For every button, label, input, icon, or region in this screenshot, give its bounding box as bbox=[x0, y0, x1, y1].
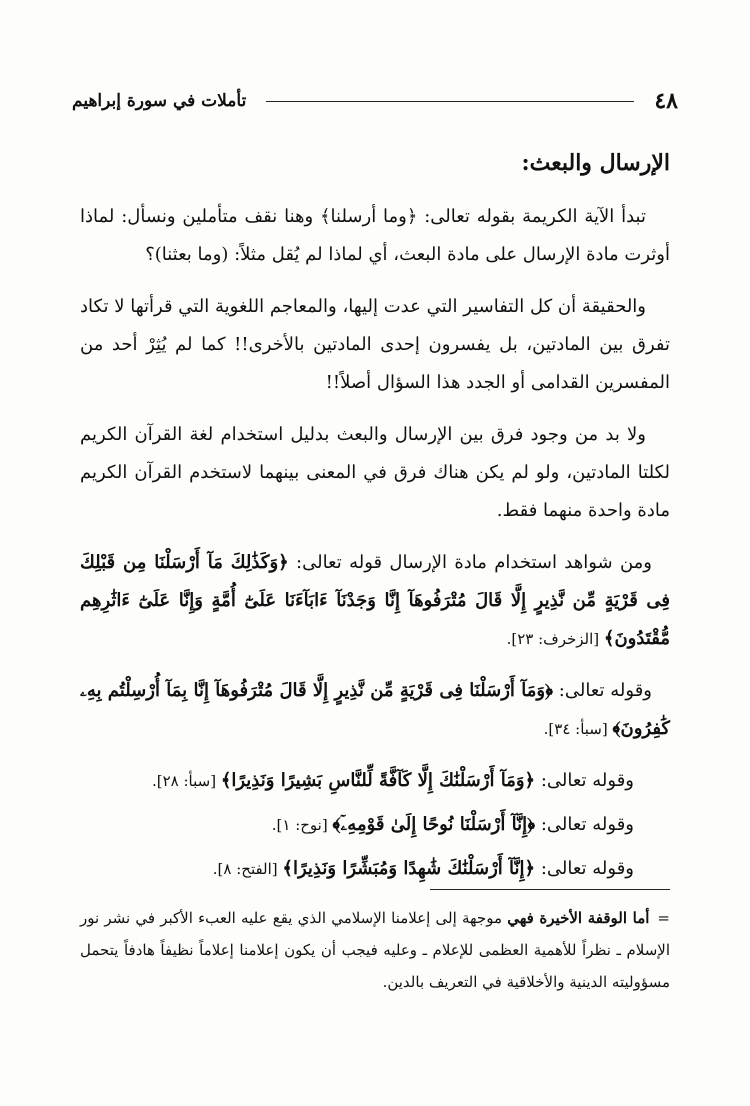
footnote-text: موجهة إلى إعلامنا الإسلامي الذي يقع عليه العبء الأكبر في نشر نور الإسلام ـ نظراً للأهمية العظمى للإعلام ـ وعليه فيجب أن يكون إعلامنا إعلاماً نظيفاً هادفاً يتحمل مسؤوليته الدينية والأخلاقية في التعريف بالدين. bbox=[80, 909, 670, 991]
citation-intro: وقوله تعالى: bbox=[553, 680, 652, 701]
quran-citation bbox=[80, 544, 670, 658]
quran-verse: ﴿إِنَّآ أَرْسَلْنَٰكَ شَٰهِدًا وَمُبَشِّرًا وَنَذِيرًا﴾ bbox=[282, 858, 536, 879]
verse-reference: [سبأ: ٢٨]. bbox=[151, 772, 221, 790]
page-number: ٤٨ bbox=[654, 88, 678, 114]
quran-verse: ﴿وَمَآ أَرْسَلْنَا فِى قَرْيَةٍ مِّن نَّذِيرٍ إِلَّا قَالَ مُتْرَفُوهَآ إِنَّا بِمَآ أُرْسِلْتُم بِهِۦ كَٰفِرُونَ﴾ bbox=[80, 680, 670, 739]
paragraph: ولا بد من وجود فرق بين الإرسال والبعث بدليل استخدام لغة القرآن الكريم لكلتا المادتين، ولو لم يكن هناك فرق في المعنى بينهما لاستخدم القرآن الكريم مادة واحدة منهما فقط. bbox=[80, 424, 670, 521]
quran-citation bbox=[80, 850, 670, 888]
footnote-rule bbox=[430, 889, 670, 890]
header-rule bbox=[266, 101, 634, 102]
body-text bbox=[80, 198, 670, 894]
quran-citation bbox=[80, 806, 670, 844]
quran-citation bbox=[80, 762, 670, 800]
verse-reference: [سبأ: ٣٤]. bbox=[543, 720, 613, 738]
section-title: الإرسال والبعث: bbox=[521, 150, 670, 176]
quran-verse: ﴿وَمَآ أَرْسَلْنَٰكَ إِلَّا كَآفَّةً لِّلنَّاسِ بَشِيرًا وَنَذِيرًا﴾ bbox=[220, 770, 536, 791]
quran-verse: ﴿إِنَّآ أَرْسَلْنَا نُوحًا إِلَىٰ قَوْمِهِۦٓ﴾ bbox=[332, 814, 536, 835]
citation-intro: وقوله تعالى: bbox=[535, 770, 634, 791]
quran-verse: ﴿وَكَذَٰلِكَ مَآ أَرْسَلْنَا مِن قَبْلِكَ فِى قَرْيَةٍ مِّن نَّذِيرٍ إِلَّا قَالَ مُتْرَفُوهَآ إِنَّا وَجَدْنَآ ءَابَآءَنَا عَلَىٰٓ أُمَّةٍ وَإِنَّا عَلَىٰٓ ءَاثَٰرِهِم مُّقْتَدُونَ﴾ bbox=[80, 552, 670, 649]
citation-intro: وقوله تعالى: bbox=[535, 814, 634, 835]
running-title: تأملات في سورة إبراهيم bbox=[72, 91, 247, 111]
citation-intro: وقوله تعالى: bbox=[535, 858, 634, 879]
footnote-marker: = bbox=[657, 909, 670, 927]
verse-reference: [الزخرف: ٢٣]. bbox=[506, 630, 604, 648]
footnote-lead: أما الوقفة الأخيرة فهي bbox=[507, 909, 650, 927]
verse-reference: [الفتح: ٨]. bbox=[212, 860, 283, 878]
quran-citation bbox=[80, 672, 670, 748]
verse-reference: [نوح: ١]. bbox=[271, 816, 333, 834]
page-header bbox=[72, 86, 678, 116]
paragraph: والحقيقة أن كل التفاسير التي عدت إليها، والمعاجم اللغوية التي قرأتها لا تكاد تفرق بين المادتين، بل يفسرون إحدى المادتين بالأخرى!! كما لم يُثِرْ أحد من المفسرين القدامى أو الجدد هذا السؤال أصلاً!! bbox=[80, 296, 670, 393]
footnote bbox=[80, 902, 670, 998]
paragraph: تبدأ الآية الكريمة بقوله تعالى: ﴿وما أرسلنا﴾ وهنا نقف متأملين ونسأل: لماذا أوثرت مادة الإرسال على مادة البعث، أي لماذا لم يُقل مثلاً: (وما بعثنا)؟ bbox=[80, 206, 670, 265]
citation-intro: ومن شواهد استخدام مادة الإرسال قوله تعالى: bbox=[288, 552, 652, 573]
